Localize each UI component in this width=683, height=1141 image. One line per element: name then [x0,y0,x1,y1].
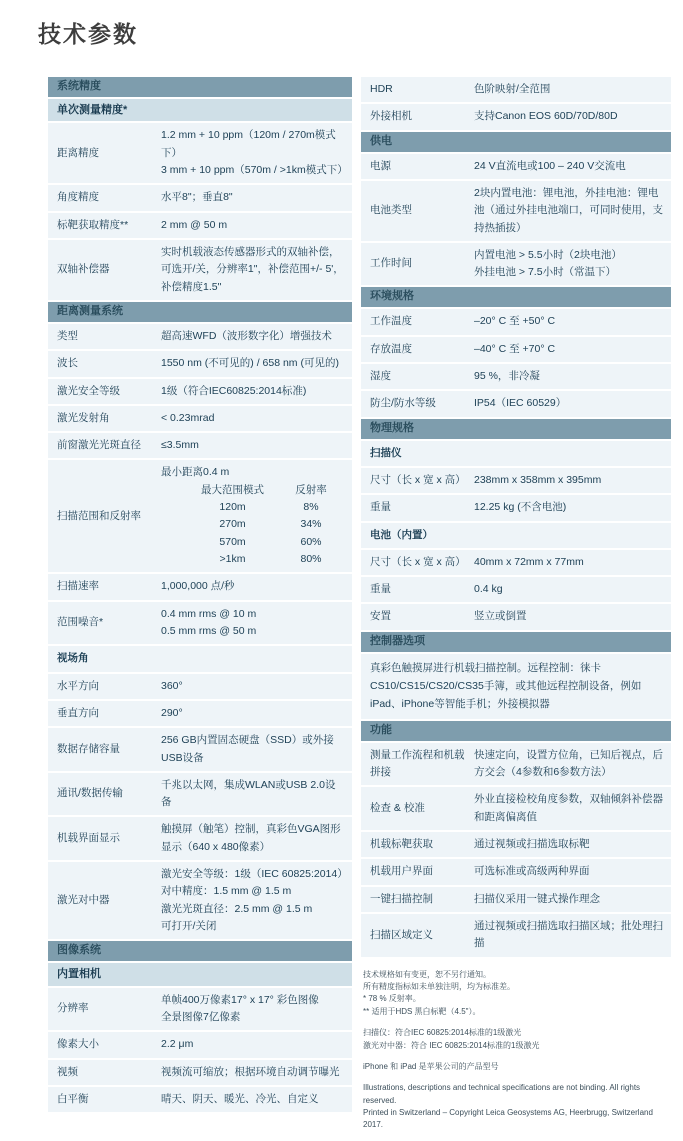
reflectivity-row [187,551,344,568]
spec-row [361,441,671,468]
spec-row [48,123,352,185]
footnote-group [363,1061,671,1073]
spec-value-line: 支持Canon EOS 60D/70D/80D [474,110,618,123]
spec-value-line: IP54（IEC 60529） [474,397,567,410]
spec-value-line: 24 V直流电或100 – 240 V交流电 [474,159,626,172]
spec-value [474,368,663,385]
spec-value [161,992,344,1027]
spec-row [48,213,352,240]
spec-value [161,777,344,812]
reflectivity-percent-cell: 60% [300,535,322,548]
spec-value [161,606,344,641]
spec-label: 扫描速率 [57,580,99,593]
spec-label: 垂直方向 [57,706,99,719]
spec-row [361,887,671,914]
spec-value [474,918,663,953]
spec-value [161,1091,344,1108]
footnote-line: iPhone 和 iPad 是苹果公司的产品型号 [363,1061,499,1071]
section-header: 控制器选项 [361,632,671,654]
spec-value [161,355,344,372]
page-title: 技术参数 [38,21,138,47]
spec-value-line: < 0.23mrad [161,411,215,424]
spec-value-line: 超高速WFD（波形数字化）增强技术 [161,329,332,342]
spec-value-line: 可打开/关闭 [161,920,217,932]
spec-row [48,240,352,302]
spec-value [474,581,663,598]
spec-row [48,988,352,1033]
spec-value-line: 全景图像7亿像素 [161,1011,241,1024]
footnote-line: 扫描仪：符合IEC 60825:2014标准的1级激光 [363,1028,522,1038]
spec-column-left [48,77,352,1114]
reflectivity-percent-cell: 80% [300,553,322,565]
spec-row [361,604,671,631]
spec-label: 数据存储容量 [57,742,120,755]
spec-label: 防尘/防水等级 [370,397,436,410]
reflectivity-row [187,516,344,533]
spec-value-line: ≤3.5mm [161,439,199,452]
spec-label: 波长 [57,357,78,370]
spec-value-line: 最小距离0.4 m [161,466,230,479]
spec-row [48,862,352,941]
spec-value-line: 95 %，非冷凝 [474,370,540,382]
spec-label: 重量 [370,501,391,514]
spec-value [161,578,344,595]
spec-value-line: 2 mm @ 50 m [161,218,228,231]
spec-label: 检查 & 校准 [370,802,425,815]
spec-label: 机载标靶获取 [370,838,433,850]
reflectivity-range-cell: 270m [219,518,246,531]
spec-value [474,608,663,625]
spec-value [161,1064,344,1081]
spec-label: 视频 [57,1065,78,1078]
spec-value-line: 触摸屏（触笔）控制，真彩色VGA图形显示（640 x 480像素） [161,823,341,853]
spec-value-line: 色阶映射/全范围 [474,83,551,95]
spec-label: 像素大小 [57,1038,99,1051]
reflectivity-header-row [187,482,344,499]
reflectivity-percent-cell: 8% [303,501,319,514]
spec-value-line: 通过视频或扫描选取标靶 [474,838,590,850]
spec-label: 通讯/数据传输 [57,787,123,800]
spec-value [474,891,663,908]
spec-value-line: 内置电池 > 5.5小时（2块电池） [474,248,622,261]
spec-label: 尺寸（长 x 宽 x 高） [370,473,466,486]
spec-column-right [361,77,671,1141]
spec-value-line: 竖立或倒置 [474,610,527,623]
spec-paragraph: 真彩色触摸屏进行机载扫描控制。远程控制：徕卡CS10/CS15/CS20/CS35手簿，或其他远程控制设备，例如iPad、iPhone等智能手机；外接模拟器 [361,654,671,721]
spec-value [474,247,663,282]
reflectivity-range-cell: 570m [219,535,246,548]
spec-value-line: 3 mm + 10 ppm（570m / >1km模式下） [161,164,348,177]
spec-value-line: 水平8"；垂直8" [161,191,233,204]
spec-row [361,914,671,959]
spec-value-line: 2块内置电池：锂电池，外挂电池：锂电池（通过外挂电池端口，可同时使用，支持热插拔） [474,186,663,234]
spec-value-line: 12.25 kg (不含电池) [474,501,567,514]
footnote-line: Illustrations, descriptions and technical specifications are not binding. All rights reserved. [363,1083,641,1105]
spec-label: 扫描区域定义 [370,928,433,941]
spec-value-line: 0.5 mm rms @ 50 m [161,624,257,637]
footnote-line: 所有精度指标如未单独注明，均为标准差。 [363,981,515,991]
footnote-group [363,1027,671,1052]
spec-row [48,773,352,818]
spec-value [161,732,344,767]
spec-row [48,324,352,351]
spec-label: 扫描仪 [370,446,402,459]
reflectivity-row [187,534,344,551]
spec-value-line: –40° C 至 +70° C [474,342,556,355]
spec-value [161,217,344,234]
spec-value-line: 0.4 kg [474,583,503,596]
spec-row [48,406,352,433]
spec-value [161,678,344,695]
footnote-group [363,1082,671,1132]
spec-row [361,77,671,104]
spec-label: 双轴补偿器 [57,263,110,276]
reflectivity-row [187,499,344,516]
spec-row [361,787,671,832]
spec-label: 标靶获取精度** [57,218,129,231]
spec-label: 视场角 [57,652,89,665]
subsection-header: 内置相机 [48,963,352,988]
spec-value-line: 通过视频或扫描选取扫描区域；批处理扫描 [474,919,663,950]
spec-value [161,410,344,427]
spec-label: 激光对中器 [57,894,110,907]
spec-value-line: 290° [161,706,183,719]
spec-value-line: 外业直接检校角度参数，双轴倾斜补偿器和距离偏离值 [474,793,663,823]
reflectivity-header-cell: 最大范围模式 [201,483,265,496]
spec-value [474,499,663,516]
spec-value [474,554,663,571]
spec-label: 类型 [57,329,78,342]
spec-label: 电池（内置） [370,528,433,541]
spec-value [474,313,663,330]
spec-row [48,817,352,862]
spec-value-line: 快速定向，设置方位角，已知后视点，后方交会（4参数和6参数方法） [474,748,663,779]
spec-value [474,108,663,125]
spec-label: 工作温度 [370,315,412,328]
spec-row [361,364,671,391]
spec-value [161,866,348,935]
spec-value [474,472,663,489]
spec-row [48,701,352,728]
footnote-line: ** 适用于HDS 黑白标靶（4.5"）。 [363,1006,481,1016]
reflectivity-percent-cell: 34% [300,518,322,531]
section-header: 距离测量系统 [48,302,352,324]
footnote-line: * 78 % 反射率。 [363,994,421,1004]
spec-value-line: 1,000,000 点/秒 [161,580,235,593]
spec-label: 外接相机 [370,110,412,123]
spec-label: 分辨率 [57,1002,89,1015]
section-header: 图像系统 [48,941,352,963]
section-header: 系统精度 [48,77,352,99]
spec-row [361,743,671,788]
spec-value [161,821,344,856]
footnote-line: Printed in Switzerland – Copyright Leica Geosystems AG, Heerbrugg, Switzerland 2017. [363,1108,653,1130]
spec-value [474,791,663,826]
spec-label: 机载用户界面 [370,865,433,878]
footnotes [361,969,671,1132]
reflectivity-table [187,482,344,569]
spec-value [474,158,663,175]
spec-value-line: 238mm x 358mm x 395mm [474,473,602,486]
spec-row [361,859,671,886]
spec-label: 重量 [370,583,391,596]
spec-row [48,728,352,773]
spec-value-line: 40mm x 72mm x 77mm [474,555,584,568]
spec-value-line: 360° [161,679,183,692]
spec-value-line: 可选标准或高级两种界面 [474,865,590,878]
spec-row [361,243,671,288]
spec-label: 激光安全等级 [57,384,120,397]
spec-label: 前窗激光光斑直径 [57,439,141,452]
spec-value-line: 对中精度：1.5 mm @ 1.5 m [161,885,292,898]
spec-row [48,674,352,701]
spec-value [474,81,663,98]
reflectivity-range-cell: 120m [219,501,246,514]
spec-value [161,705,344,722]
spec-value-line: 视频流可缩放；根据环境自动调节曝光 [161,1065,340,1078]
spec-row [48,185,352,212]
spec-label: 范围噪音* [57,616,104,629]
spec-value-line: 2.2 μm [161,1038,194,1051]
spec-label: 工作时间 [370,257,412,270]
spec-value [161,437,344,454]
spec-row [361,495,671,522]
spec-row [361,337,671,364]
spec-label: 尺寸（长 x 宽 x 高） [370,555,466,568]
spec-row [48,574,352,601]
spec-value-line: 256 GB内置固态硬盘（SSD）或外接USB设备 [161,734,334,764]
spec-label: 机载界面显示 [57,832,120,845]
spec-row [48,1060,352,1087]
spec-label: 角度精度 [57,191,99,204]
spec-row [361,391,671,418]
spec-row [48,646,352,673]
spec-value-line: 激光光斑直径：2.5 mm @ 1.5 m [161,902,313,915]
spec-row [361,550,671,577]
spec-label: HDR [370,83,393,95]
spec-value [161,328,344,345]
footnote-line: 激光对中器：符合 IEC 60825:2014标准的1级激光 [363,1040,540,1050]
spec-row [48,351,352,378]
spec-value-line: 单帧400万像素17° x 17° 彩色图像 [161,993,319,1006]
footnote-line: 技术规格如有变更，恕不另行通知。 [363,969,491,979]
spec-value [161,383,344,400]
spec-label: 一键扫描控制 [370,892,433,905]
spec-label: 电源 [370,159,391,172]
section-header: 供电 [361,132,671,154]
spec-row [361,468,671,495]
spec-value [161,189,344,206]
spec-value [161,1036,344,1053]
spec-label: 存放温度 [370,342,412,355]
spec-label: 激光发射角 [57,411,110,424]
spec-value [161,464,344,568]
spec-value-line: 0.4 mm rms @ 10 m [161,607,257,620]
spec-label: 距离精度 [57,146,99,159]
spec-value [474,395,663,412]
spec-row [361,104,671,131]
spec-value-line: 1550 nm (不可见的) / 658 nm (可见的) [161,357,339,370]
spec-columns [48,77,671,1141]
spec-label: 水平方向 [57,679,99,692]
reflectivity-range-cell: >1km [219,553,246,565]
spec-row [361,154,671,181]
spec-value [474,185,663,237]
spec-row [48,379,352,406]
spec-row [48,460,352,574]
spec-value-line: 扫描仪采用一键式操作理念 [474,892,600,905]
spec-label: 测量工作流程和机载拼接 [370,748,465,779]
spec-value [474,836,663,853]
section-header: 物理规格 [361,419,671,441]
spec-value-line: 晴天、阴天、暖光、冷光、自定义 [161,1093,319,1105]
spec-value-line: 1.2 mm + 10 ppm（120m / 270m模式下） [161,129,336,159]
subsection-header: 单次测量精度* [48,99,352,124]
spec-value-line: 千兆以太网，集成WLAN或USB 2.0设备 [161,778,336,809]
section-header: 功能 [361,721,671,743]
spec-row [361,577,671,604]
spec-label: 电池类型 [370,204,412,217]
section-header: 环境规格 [361,287,671,309]
spec-value-line: 激光安全等级：1级（IEC 60825:2014） [161,868,348,881]
spec-row [48,1032,352,1059]
spec-value-line: 外挂电池 > 7.5小时（常温下） [474,266,617,279]
spec-row [361,181,671,243]
spec-label: 湿度 [370,370,391,382]
footnote-group [363,969,671,1019]
spec-label: 安置 [370,610,391,623]
spec-row [48,433,352,460]
spec-row [361,832,671,859]
spec-value [161,244,344,296]
spec-value [161,127,348,179]
spec-row [48,602,352,647]
spec-row [361,309,671,336]
spec-label: 白平衡 [57,1093,89,1105]
spec-value-line: 1级（符合IEC60825:2014标准) [161,384,307,397]
reflectivity-header-cell: 反射率 [295,483,327,496]
spec-value [474,341,663,358]
spec-value [474,747,663,782]
spec-row [48,1087,352,1114]
spec-value-line: –20° C 至 +50° C [474,315,556,328]
spec-row [361,523,671,550]
spec-value [474,863,663,880]
spec-label: 扫描范围和反射率 [57,509,141,522]
spec-value-line: 实时机载液态传感器形式的双轴补偿，可选开/关，分辨率1"，补偿范围+/- 5'，补偿精度1.5" [161,246,344,293]
